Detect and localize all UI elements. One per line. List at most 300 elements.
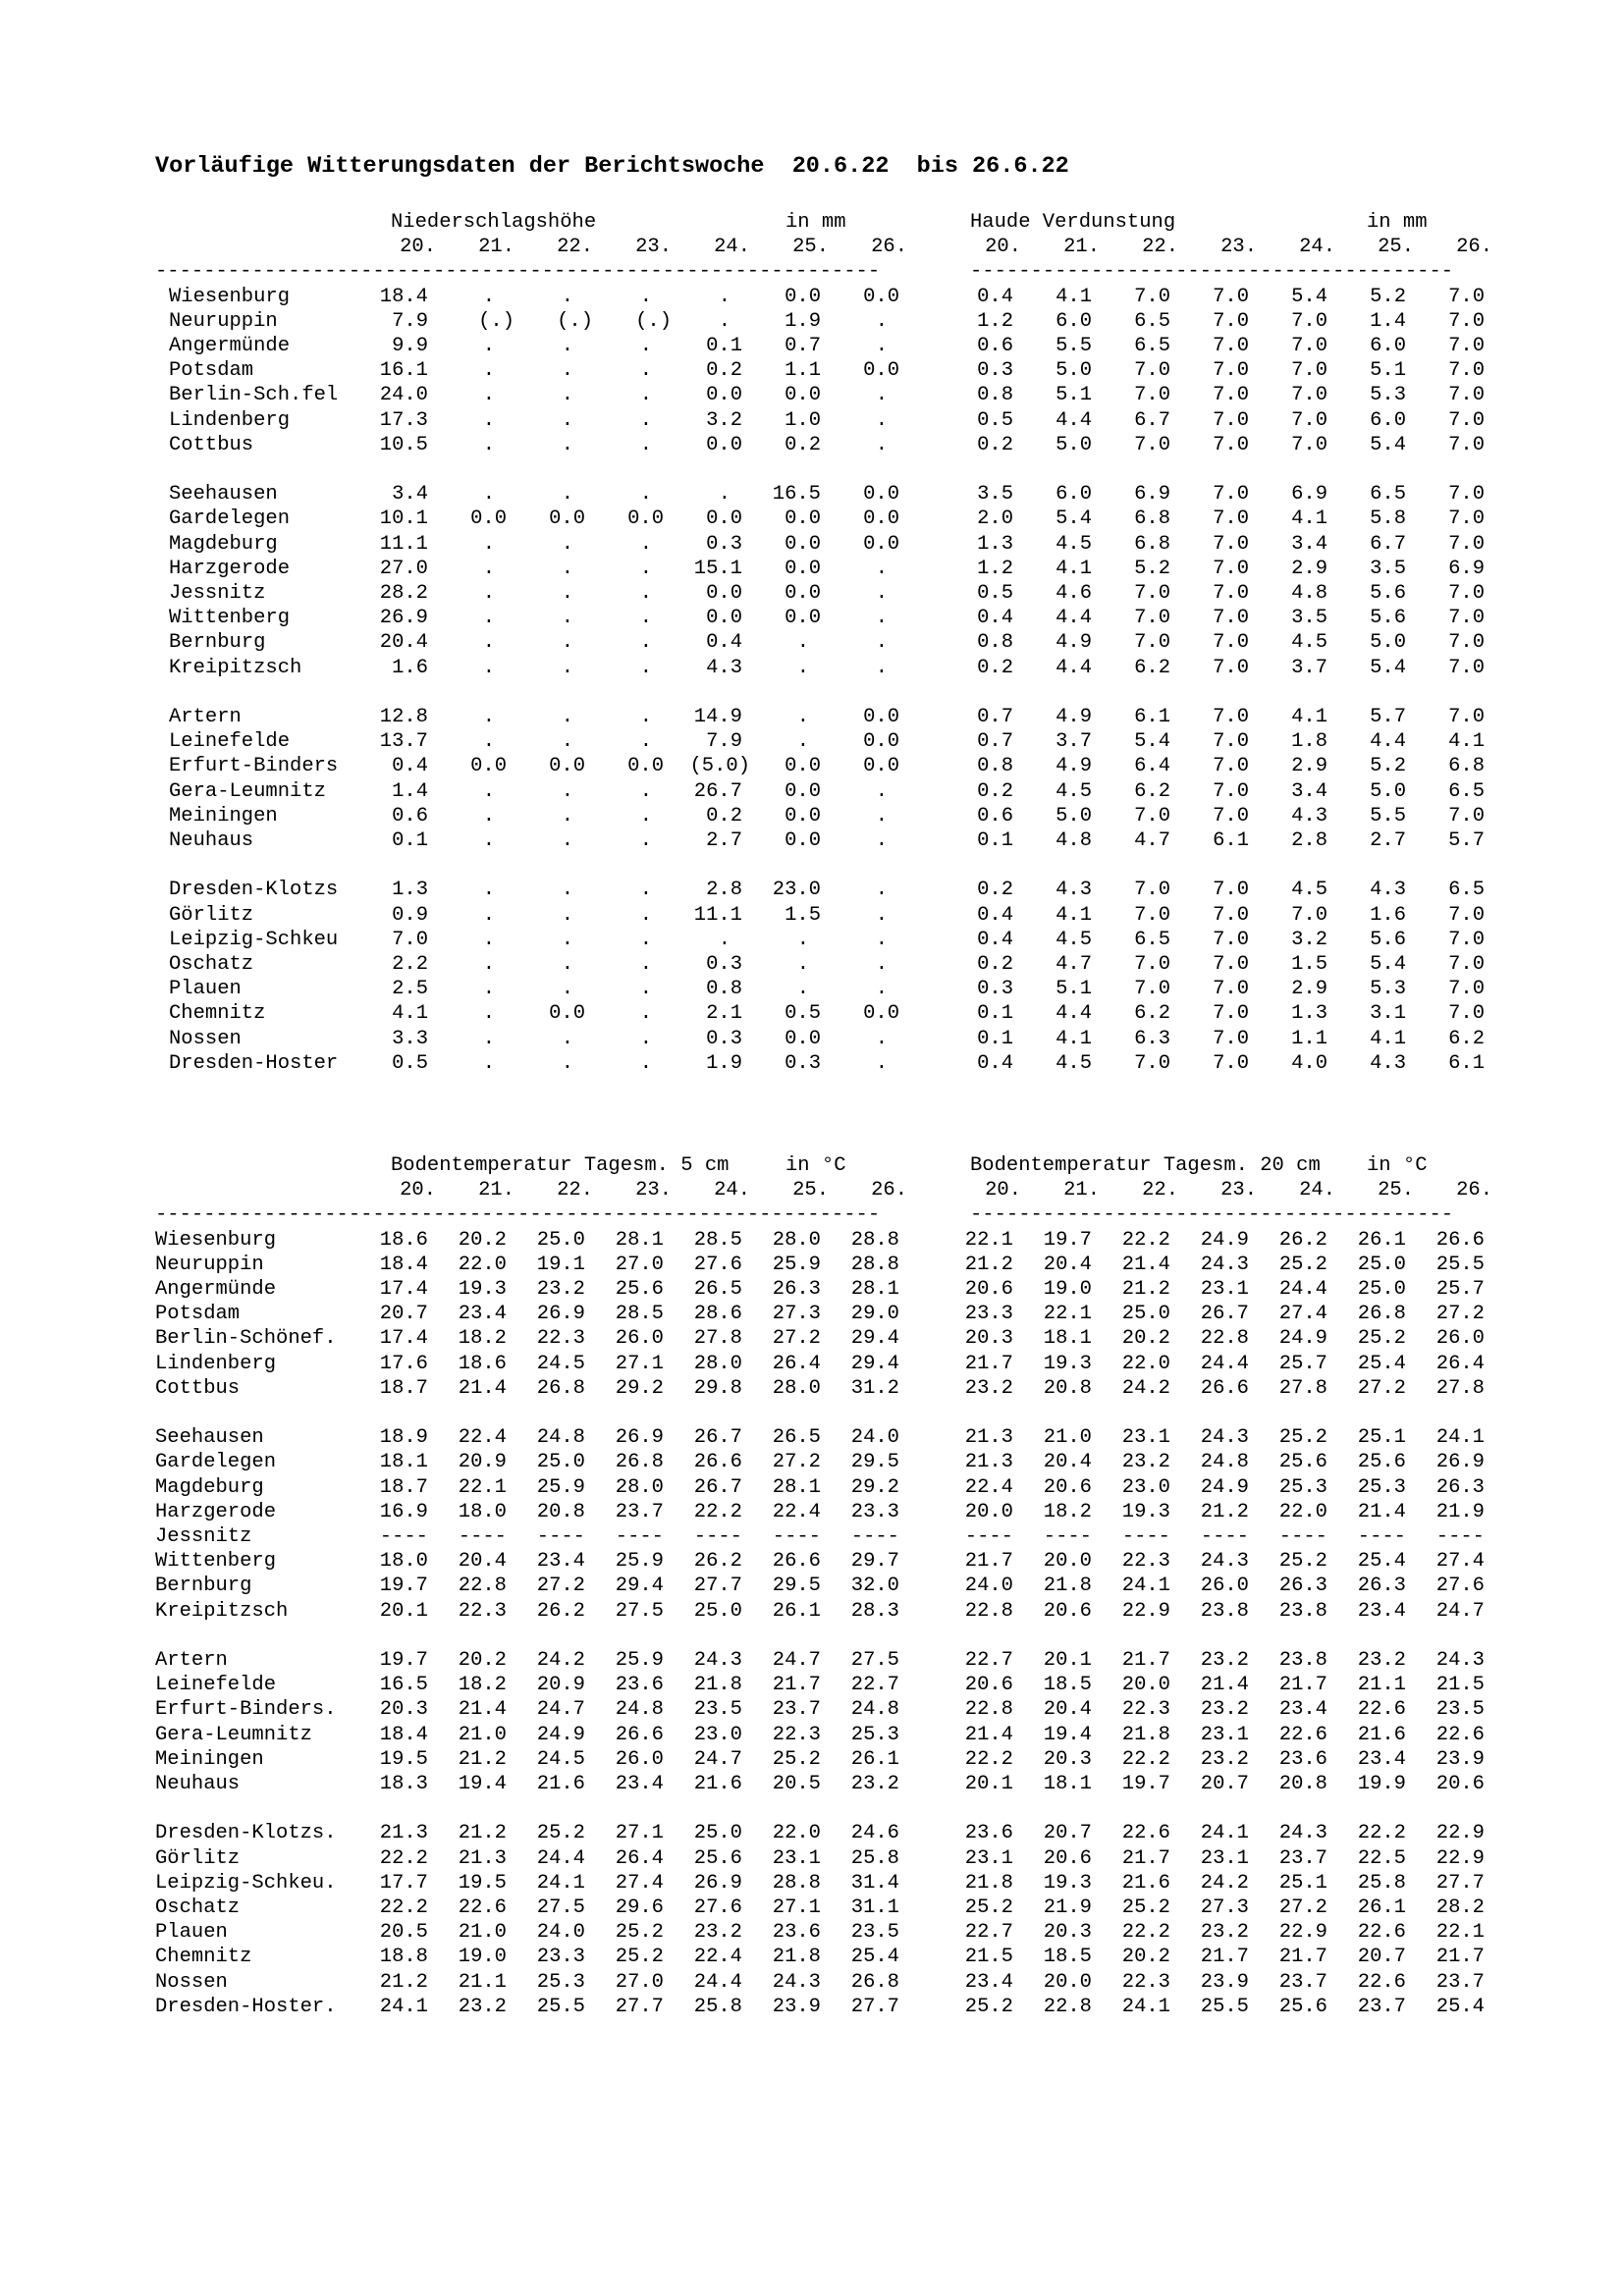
precip-value: . bbox=[639, 335, 652, 357]
evap-value: 0.2 bbox=[977, 953, 1013, 976]
evap-value: 7.0 bbox=[1213, 903, 1249, 927]
station-name: Angermünde bbox=[169, 335, 291, 357]
temp-20cm-value: 22.6 bbox=[1121, 1822, 1170, 1845]
temp-5cm-value: 27.2 bbox=[536, 1575, 585, 1598]
evap-value: 1.3 bbox=[1291, 1002, 1327, 1026]
evap-value: 6.0 bbox=[1370, 408, 1406, 432]
precip-value: 1.9 bbox=[785, 309, 821, 333]
evap-value: 7.0 bbox=[1134, 953, 1170, 976]
evap-value: 7.0 bbox=[1448, 309, 1485, 333]
temp-5cm-value: 25.8 bbox=[850, 1846, 899, 1870]
temp-20cm-value: 19.0 bbox=[1043, 1278, 1092, 1301]
station-row bbox=[0, 1871, 1624, 1896]
temp-5cm-value: 19.5 bbox=[458, 1871, 507, 1895]
temp-20cm-value: 23.4 bbox=[964, 1970, 1013, 1994]
temp-20cm-value: 24.4 bbox=[1278, 1278, 1327, 1301]
temp-5cm-value: 19.7 bbox=[379, 1575, 428, 1598]
precip-value: . bbox=[639, 483, 652, 507]
temp-5cm-value: 26.5 bbox=[772, 1426, 821, 1450]
station-row bbox=[0, 729, 1624, 754]
evap-value: 5.1 bbox=[1056, 978, 1092, 1001]
temp-20cm-value: 21.7 bbox=[1278, 1674, 1327, 1697]
evap-value: 3.5 bbox=[1370, 557, 1406, 580]
right-label: Bodentemperatur Tagesm. 20 cm bbox=[970, 1154, 1321, 1177]
evap-value: 5.6 bbox=[1370, 582, 1406, 605]
temp-20cm-value: 27.4 bbox=[1435, 1550, 1485, 1574]
temp-20cm-value: 23.4 bbox=[1357, 1599, 1406, 1623]
temp-5cm-value: 23.3 bbox=[536, 1946, 585, 1969]
evap-value: 7.0 bbox=[1213, 557, 1249, 580]
precip-value: 0.9 bbox=[392, 903, 428, 927]
temp-20cm-value: 22.2 bbox=[1357, 1822, 1406, 1845]
evap-value: 7.0 bbox=[1134, 433, 1170, 456]
temp-20cm-value: 22.9 bbox=[1121, 1599, 1170, 1623]
precip-value: . bbox=[482, 953, 495, 976]
temp-5cm-value: 23.2 bbox=[536, 1278, 585, 1301]
temp-5cm-value: 28.5 bbox=[615, 1303, 664, 1326]
precip-value: . bbox=[482, 582, 495, 605]
temp-5cm-value: 19.4 bbox=[458, 1773, 507, 1795]
station-row bbox=[0, 903, 1624, 928]
temp-5cm-value: 18.0 bbox=[379, 1550, 428, 1574]
temp-5cm-value: 18.0 bbox=[458, 1500, 507, 1523]
evap-value: 4.9 bbox=[1056, 631, 1092, 655]
evap-value: 6.9 bbox=[1134, 483, 1170, 507]
temp-5cm-value: 24.5 bbox=[536, 1352, 585, 1375]
evap-value: 7.0 bbox=[1134, 359, 1170, 383]
evap-value: 1.4 bbox=[1370, 309, 1406, 333]
temp-5cm-value: 18.2 bbox=[458, 1327, 507, 1351]
temp-20cm-value: 21.5 bbox=[964, 1946, 1013, 1969]
temp-20cm-value: ---- bbox=[1357, 1525, 1406, 1548]
evap-value: 7.0 bbox=[1134, 384, 1170, 407]
temp-20cm-value: 22.6 bbox=[1357, 1698, 1406, 1722]
precip-value: 0.0 bbox=[863, 730, 899, 754]
precip-value: 0.0 bbox=[785, 532, 821, 556]
temp-20cm-value: 20.8 bbox=[1043, 1376, 1092, 1400]
temp-5cm-value: 18.7 bbox=[379, 1475, 428, 1499]
temp-20cm-value: 21.9 bbox=[1435, 1500, 1485, 1523]
temp-20cm-value: 20.6 bbox=[1043, 1846, 1092, 1870]
temp-20cm-value: 23.1 bbox=[1200, 1723, 1249, 1746]
evap-value: 7.0 bbox=[1213, 755, 1249, 778]
temp-5cm-value: 25.9 bbox=[615, 1550, 664, 1574]
evap-value: 2.7 bbox=[1370, 829, 1406, 852]
temp-20cm-value: 20.1 bbox=[964, 1773, 1013, 1795]
evap-value: 4.9 bbox=[1056, 706, 1092, 728]
precip-value: 1.4 bbox=[392, 779, 428, 803]
temp-5cm-value: 31.1 bbox=[850, 1896, 899, 1919]
temp-5cm-value: 21.0 bbox=[458, 1921, 507, 1945]
temp-20cm-value: 23.2 bbox=[1200, 1698, 1249, 1722]
evap-value: 3.7 bbox=[1291, 656, 1327, 679]
temp-5cm-value: 20.5 bbox=[379, 1921, 428, 1945]
precip-value: . bbox=[561, 1027, 573, 1050]
temp-20cm-value: ---- bbox=[1278, 1525, 1327, 1548]
precip-value: 0.0 bbox=[470, 507, 507, 531]
temp-5cm-value: 29.4 bbox=[615, 1575, 664, 1598]
precip-value: . bbox=[875, 582, 888, 605]
precip-value: 1.0 bbox=[785, 408, 821, 432]
evap-value: 0.4 bbox=[977, 285, 1013, 308]
evap-value: 5.6 bbox=[1370, 928, 1406, 951]
evap-value: 6.3 bbox=[1134, 1027, 1170, 1050]
evap-value: 7.0 bbox=[1134, 804, 1170, 828]
temp-5cm-value: 23.4 bbox=[536, 1550, 585, 1574]
station-row bbox=[0, 1277, 1624, 1302]
temp-20cm-value: 23.2 bbox=[964, 1376, 1013, 1400]
precip-value: 0.6 bbox=[392, 804, 428, 828]
evap-value: 7.0 bbox=[1213, 532, 1249, 556]
evap-value: 6.2 bbox=[1134, 1002, 1170, 1026]
temp-5cm-value: 22.2 bbox=[379, 1896, 428, 1919]
precip-value: . bbox=[875, 656, 888, 679]
evap-value: 4.5 bbox=[1291, 879, 1327, 902]
precip-value: 26.7 bbox=[693, 779, 742, 803]
precip-value: 0.0 bbox=[863, 507, 899, 531]
temp-5cm-value: 25.6 bbox=[693, 1846, 742, 1870]
temp-20cm-value: 19.7 bbox=[1121, 1773, 1170, 1795]
report-title: Vorläufige Witterungsdaten der Berichtswoche 20.6.22 bis 26.6.22 bbox=[155, 153, 1069, 180]
evap-value: 7.0 bbox=[1213, 1051, 1249, 1075]
evap-value: 4.1 bbox=[1370, 1027, 1406, 1050]
temp-5cm-value: 26.7 bbox=[693, 1426, 742, 1450]
right-label: Haude Verdunstung bbox=[970, 211, 1176, 234]
precip-value: 0.0 bbox=[627, 507, 664, 531]
temp-5cm-value: 27.7 bbox=[693, 1575, 742, 1598]
precip-value: 27.0 bbox=[379, 557, 428, 580]
temp-5cm-value: 26.8 bbox=[850, 1970, 899, 1994]
precip-value: . bbox=[875, 978, 888, 1001]
day-label: 21. bbox=[478, 1179, 514, 1202]
temp-5cm-value: 27.7 bbox=[850, 1995, 899, 2018]
precip-value: . bbox=[482, 804, 495, 828]
evap-value: 7.0 bbox=[1448, 433, 1485, 456]
temp-5cm-value: 26.0 bbox=[615, 1747, 664, 1771]
evap-value: 4.3 bbox=[1370, 1051, 1406, 1075]
precip-value: 0.0 bbox=[706, 433, 742, 456]
station-row bbox=[0, 1648, 1624, 1673]
evap-value: 7.0 bbox=[1213, 1002, 1249, 1026]
temp-20cm-value: 23.6 bbox=[964, 1822, 1013, 1845]
temp-20cm-value: 22.6 bbox=[1278, 1723, 1327, 1746]
station-row bbox=[0, 952, 1624, 977]
evap-value: 7.0 bbox=[1213, 804, 1249, 828]
evap-value: 5.2 bbox=[1134, 557, 1170, 580]
evap-value: 7.0 bbox=[1448, 903, 1485, 927]
evap-value: 7.0 bbox=[1213, 1027, 1249, 1050]
temp-5cm-value: 31.2 bbox=[850, 1376, 899, 1400]
temp-5cm-value: 28.0 bbox=[772, 1228, 821, 1252]
precip-value: . bbox=[482, 978, 495, 1001]
station-name: Wiesenburg bbox=[155, 1228, 277, 1252]
temp-20cm-value: 22.9 bbox=[1435, 1846, 1485, 1870]
precip-value: . bbox=[482, 335, 495, 357]
precip-value: . bbox=[639, 359, 652, 383]
evap-value: 6.1 bbox=[1134, 706, 1170, 728]
precip-value: 7.9 bbox=[392, 309, 428, 333]
temp-20cm-value: 23.9 bbox=[1435, 1747, 1485, 1771]
temp-20cm-value: 23.1 bbox=[1121, 1426, 1170, 1450]
left-label: Niederschlagshöhe bbox=[391, 211, 597, 234]
temp-5cm-value: 20.3 bbox=[379, 1698, 428, 1722]
temp-5cm-value: 24.7 bbox=[536, 1698, 585, 1722]
precip-value: . bbox=[482, 1027, 495, 1050]
temp-5cm-value: 23.9 bbox=[772, 1995, 821, 2018]
temp-20cm-value: 23.2 bbox=[1200, 1649, 1249, 1672]
evap-value: 1.5 bbox=[1291, 953, 1327, 976]
temp-20cm-value: 24.1 bbox=[1200, 1822, 1249, 1845]
evap-value: 5.4 bbox=[1134, 730, 1170, 754]
precip-value: 0.7 bbox=[785, 335, 821, 357]
precip-value: . bbox=[639, 656, 652, 679]
temp-5cm-value: 23.6 bbox=[615, 1674, 664, 1697]
temp-20cm-value: 25.0 bbox=[1357, 1253, 1406, 1276]
day-label: 26. bbox=[871, 236, 907, 259]
temp-20cm-value: 22.7 bbox=[964, 1649, 1013, 1672]
station-name: Dresden-Klotzs. bbox=[155, 1822, 337, 1845]
evap-value: 4.4 bbox=[1056, 607, 1092, 630]
precip-value: 0.0 bbox=[785, 804, 821, 828]
station-row bbox=[0, 1920, 1624, 1945]
station-name: Harzgerode bbox=[155, 1500, 277, 1523]
temp-20cm-value: 23.5 bbox=[1435, 1698, 1485, 1722]
precip-value: 0.5 bbox=[785, 1002, 821, 1026]
temp-20cm-value: 24.2 bbox=[1121, 1376, 1170, 1400]
precip-value: 7.9 bbox=[706, 730, 742, 754]
precip-value: . bbox=[561, 557, 573, 580]
temp-5cm-value: 26.6 bbox=[693, 1451, 742, 1474]
station-row bbox=[0, 433, 1624, 457]
temp-5cm-value: 16.9 bbox=[379, 1500, 428, 1523]
precip-value: . bbox=[561, 928, 573, 951]
temp-20cm-value: 20.6 bbox=[1043, 1599, 1092, 1623]
temp-20cm-value: ---- bbox=[964, 1525, 1013, 1548]
temp-20cm-value: 20.0 bbox=[1121, 1674, 1170, 1697]
station-name: Dresden-Hoster bbox=[169, 1051, 339, 1075]
temp-20cm-value: 26.9 bbox=[1435, 1451, 1485, 1474]
temp-20cm-value: 22.8 bbox=[1200, 1327, 1249, 1351]
evap-value: 7.0 bbox=[1448, 1002, 1485, 1026]
station-name: Chemnitz bbox=[169, 1002, 266, 1026]
precip-value: . bbox=[796, 953, 809, 976]
evap-value: 7.0 bbox=[1213, 285, 1249, 308]
temp-20cm-value: 21.6 bbox=[1121, 1871, 1170, 1895]
left-unit: in mm bbox=[785, 211, 846, 234]
temp-20cm-value: 20.0 bbox=[1043, 1550, 1092, 1574]
precip-value: . bbox=[561, 804, 573, 828]
evap-value: 7.0 bbox=[1213, 483, 1249, 507]
station-name: Angermünde bbox=[155, 1278, 277, 1301]
day-label: 22. bbox=[557, 1179, 593, 1202]
station-name: Meiningen bbox=[155, 1747, 264, 1771]
precip-value: . bbox=[561, 706, 573, 728]
station-row bbox=[0, 754, 1624, 778]
precip-value: . bbox=[875, 631, 888, 655]
evap-value: 4.4 bbox=[1056, 408, 1092, 432]
temp-5cm-value: 25.0 bbox=[536, 1228, 585, 1252]
temp-20cm-value: 25.6 bbox=[1357, 1451, 1406, 1474]
temp-20cm-value: 21.2 bbox=[964, 1253, 1013, 1276]
day-label: 21. bbox=[1063, 236, 1100, 259]
evap-value: 6.2 bbox=[1134, 656, 1170, 679]
evap-value: 7.0 bbox=[1291, 408, 1327, 432]
temp-5cm-value: 22.3 bbox=[536, 1327, 585, 1351]
temp-20cm-value: 21.8 bbox=[964, 1871, 1013, 1895]
temp-20cm-value: 21.3 bbox=[964, 1451, 1013, 1474]
precip-value: . bbox=[639, 1002, 652, 1026]
temp-20cm-value: 25.0 bbox=[1121, 1303, 1170, 1326]
temp-20cm-value: 21.7 bbox=[1278, 1946, 1327, 1969]
evap-value: 0.2 bbox=[977, 656, 1013, 679]
evap-value: 7.0 bbox=[1213, 706, 1249, 728]
temp-5cm-value: 27.6 bbox=[693, 1253, 742, 1276]
evap-value: 4.5 bbox=[1291, 631, 1327, 655]
station-row bbox=[0, 1896, 1624, 1920]
temp-20cm-value: 27.3 bbox=[1200, 1896, 1249, 1919]
evap-value: 5.0 bbox=[1056, 804, 1092, 828]
temp-20cm-value: 22.2 bbox=[1121, 1921, 1170, 1945]
precip-value: 20.4 bbox=[379, 631, 428, 655]
temp-5cm-value: 18.6 bbox=[379, 1228, 428, 1252]
section-header bbox=[0, 1153, 1624, 1178]
evap-value: 5.4 bbox=[1291, 285, 1327, 308]
evap-value: 7.0 bbox=[1213, 582, 1249, 605]
temp-5cm-value: 18.3 bbox=[379, 1773, 428, 1795]
evap-value: 4.1 bbox=[1291, 507, 1327, 531]
station-name: Gardelegen bbox=[155, 1451, 277, 1474]
temp-5cm-value: 22.6 bbox=[458, 1896, 507, 1919]
temp-20cm-value: 24.7 bbox=[1435, 1599, 1485, 1623]
temp-5cm-value: 28.6 bbox=[693, 1303, 742, 1326]
evap-value: 5.5 bbox=[1370, 804, 1406, 828]
temp-5cm-value: 28.0 bbox=[772, 1376, 821, 1400]
station-name: Leinefelde bbox=[169, 730, 291, 754]
temp-20cm-value: 25.6 bbox=[1278, 1451, 1327, 1474]
station-row bbox=[0, 1425, 1624, 1450]
station-row bbox=[0, 581, 1624, 606]
precip-value: . bbox=[482, 607, 495, 630]
precip-value: . bbox=[796, 978, 809, 1001]
station-name: Kreipitzsch bbox=[155, 1599, 289, 1623]
temp-20cm-value: 22.1 bbox=[1043, 1303, 1092, 1326]
evap-value: 7.0 bbox=[1448, 978, 1485, 1001]
temp-20cm-value: 20.1 bbox=[1043, 1649, 1092, 1672]
temp-20cm-value: 20.6 bbox=[964, 1674, 1013, 1697]
station-name: Nossen bbox=[155, 1970, 228, 1994]
temp-20cm-value: 27.7 bbox=[1435, 1871, 1485, 1895]
temp-20cm-value: 21.8 bbox=[1043, 1575, 1092, 1598]
precip-value: . bbox=[875, 804, 888, 828]
temp-20cm-value: 20.0 bbox=[1043, 1970, 1092, 1994]
evap-value: 4.5 bbox=[1056, 532, 1092, 556]
temp-20cm-value: 23.6 bbox=[1278, 1747, 1327, 1771]
precip-value: 2.5 bbox=[392, 978, 428, 1001]
evap-value: 6.1 bbox=[1213, 829, 1249, 852]
station-row bbox=[0, 557, 1624, 581]
temp-5cm-value: 20.2 bbox=[458, 1228, 507, 1252]
temp-20cm-value: 23.7 bbox=[1357, 1995, 1406, 2018]
evap-value: 3.4 bbox=[1291, 532, 1327, 556]
precip-value: . bbox=[561, 408, 573, 432]
temp-5cm-value: 22.1 bbox=[458, 1475, 507, 1499]
temp-5cm-value: 26.1 bbox=[850, 1747, 899, 1771]
evap-value: 0.2 bbox=[977, 879, 1013, 902]
station-name: Görlitz bbox=[169, 903, 254, 927]
temp-5cm-value: 24.8 bbox=[615, 1698, 664, 1722]
temp-5cm-value: 28.8 bbox=[850, 1253, 899, 1276]
station-name: Gera-Leumnitz bbox=[155, 1723, 312, 1746]
temp-5cm-value: 23.2 bbox=[693, 1921, 742, 1945]
precip-value: 14.9 bbox=[693, 706, 742, 728]
station-name: Magdeburg bbox=[155, 1475, 264, 1499]
precip-value: . bbox=[561, 953, 573, 976]
temp-20cm-value: 27.2 bbox=[1278, 1896, 1327, 1919]
temp-20cm-value: 21.7 bbox=[964, 1352, 1013, 1375]
station-name: Oschatz bbox=[155, 1896, 241, 1919]
separator-line bbox=[0, 259, 1624, 284]
temp-5cm-value: 28.0 bbox=[693, 1352, 742, 1375]
temp-20cm-value: 22.3 bbox=[1121, 1970, 1170, 1994]
temp-20cm-value: 25.2 bbox=[964, 1995, 1013, 2018]
temp-20cm-value: 20.8 bbox=[1278, 1773, 1327, 1795]
temp-5cm-value: 19.0 bbox=[458, 1946, 507, 1969]
precip-value: 3.3 bbox=[392, 1027, 428, 1050]
temp-5cm-value: 22.8 bbox=[458, 1575, 507, 1598]
temp-20cm-value: 24.9 bbox=[1200, 1228, 1249, 1252]
evap-value: 7.0 bbox=[1448, 928, 1485, 951]
temp-5cm-value: 24.4 bbox=[693, 1970, 742, 1994]
station-row bbox=[0, 408, 1624, 433]
precip-value: 0.0 bbox=[706, 607, 742, 630]
evap-value: 7.0 bbox=[1213, 779, 1249, 803]
temp-5cm-value: 21.2 bbox=[458, 1822, 507, 1845]
temp-5cm-value: 27.2 bbox=[772, 1451, 821, 1474]
evap-value: 6.5 bbox=[1370, 483, 1406, 507]
station-row bbox=[0, 285, 1624, 309]
day-label: 25. bbox=[792, 236, 829, 259]
temp-5cm-value: 25.0 bbox=[693, 1822, 742, 1845]
temp-20cm-value: 24.2 bbox=[1200, 1871, 1249, 1895]
temp-20cm-value: 24.4 bbox=[1200, 1352, 1249, 1375]
separator-left: ------------------------------------------------------------ bbox=[155, 1203, 881, 1227]
temp-20cm-value: 23.8 bbox=[1200, 1599, 1249, 1623]
station-name: Lindenberg bbox=[155, 1352, 277, 1375]
temp-20cm-value: 24.8 bbox=[1200, 1451, 1249, 1474]
station-name: Leipzig-Schkeu bbox=[169, 928, 339, 951]
precip-value: (.) bbox=[478, 309, 514, 333]
temp-5cm-value: 27.1 bbox=[615, 1822, 664, 1845]
evap-value: 4.1 bbox=[1056, 1027, 1092, 1050]
precip-value: . bbox=[482, 730, 495, 754]
temp-5cm-value: 26.4 bbox=[772, 1352, 821, 1375]
evap-value: 6.8 bbox=[1134, 532, 1170, 556]
evap-value: 3.7 bbox=[1056, 730, 1092, 754]
temp-20cm-value: 20.7 bbox=[1200, 1773, 1249, 1795]
precip-value: . bbox=[639, 879, 652, 902]
evap-value: 6.4 bbox=[1134, 755, 1170, 778]
precip-value: 0.1 bbox=[706, 335, 742, 357]
temp-20cm-value: 23.2 bbox=[1357, 1649, 1406, 1672]
precip-value: . bbox=[875, 557, 888, 580]
temp-5cm-value: 21.6 bbox=[693, 1773, 742, 1795]
temp-20cm-value: 25.2 bbox=[1121, 1896, 1170, 1919]
evap-value: 5.0 bbox=[1056, 433, 1092, 456]
station-name: Potsdam bbox=[169, 359, 254, 383]
evap-value: 2.8 bbox=[1291, 829, 1327, 852]
temp-20cm-value: 20.3 bbox=[964, 1327, 1013, 1351]
station-name: Berlin-Sch.fel bbox=[169, 384, 339, 407]
